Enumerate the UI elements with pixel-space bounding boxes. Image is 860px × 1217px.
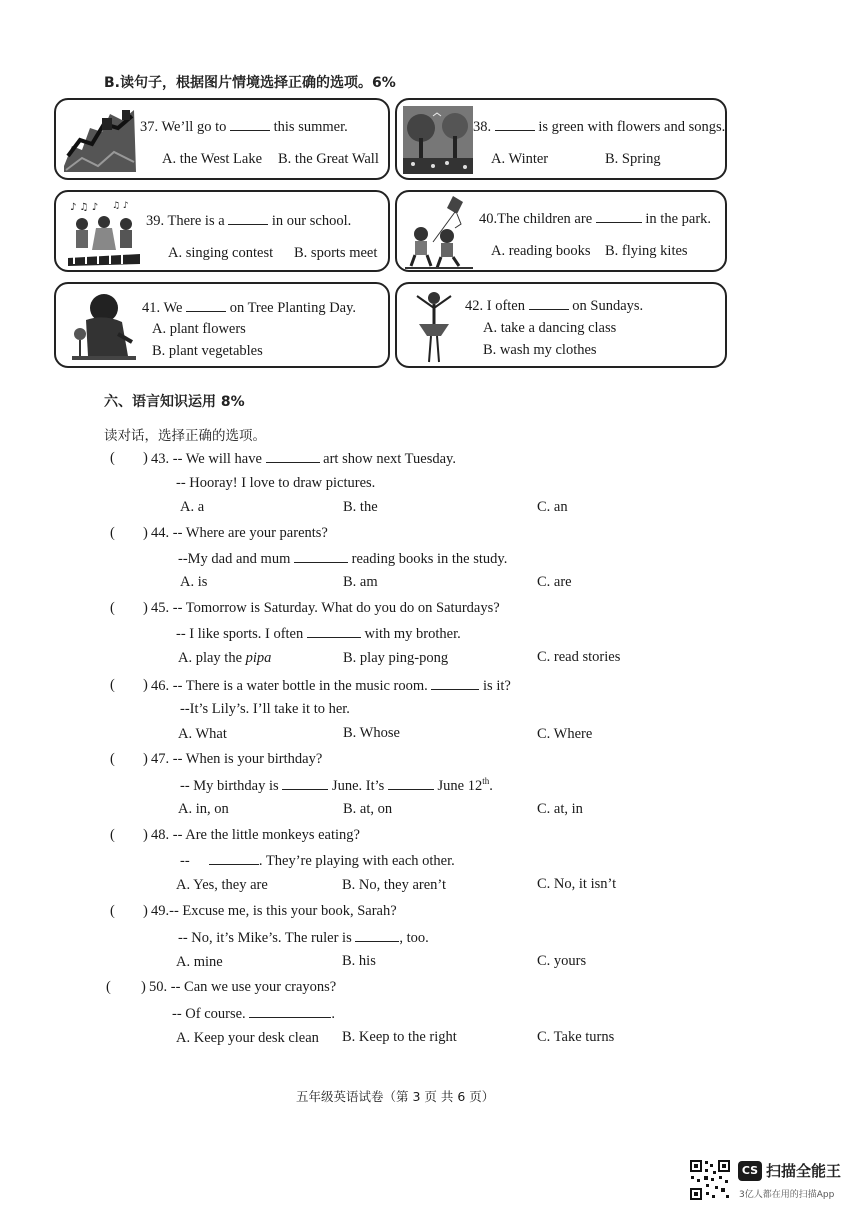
answer-blank bbox=[431, 677, 479, 690]
option-c: C. at, in bbox=[537, 801, 583, 817]
dialogue-line-1: 46. -- There is a water bottle in the music room. is it? bbox=[151, 678, 511, 694]
option-a: A. Keep your desk clean bbox=[176, 1030, 319, 1046]
dialogue-line-2: -- Of course. . bbox=[172, 1006, 335, 1022]
question-text-40: 40.The children are in the park. bbox=[479, 211, 712, 227]
dialogue-line-1: 48. -- Are the little monkeys eating? bbox=[151, 827, 360, 843]
option-c: C. Where bbox=[537, 726, 593, 742]
option-a: A. the West Lake bbox=[162, 151, 263, 167]
qr-code-icon bbox=[689, 1159, 731, 1201]
question-card-37 bbox=[54, 98, 390, 180]
dialogue-line-2: -- My birthday is June. It’s June 12th. bbox=[180, 776, 493, 794]
svg-text:♪ ♫ ♪: ♪ ♫ ♪ bbox=[70, 202, 99, 213]
answer-blank bbox=[228, 212, 268, 225]
dialogue-line-1: 45. -- Tomorrow is Saturday. What do you do on Saturdays? bbox=[151, 600, 500, 616]
answer-blank bbox=[186, 299, 226, 312]
option-c: C. Take turns bbox=[537, 1029, 615, 1045]
section-b-title: B.读句子，根据图片情境选择正确的选项。6% bbox=[104, 75, 396, 91]
option-b: B. wash my clothes bbox=[483, 342, 597, 358]
answer-blank bbox=[294, 550, 348, 563]
watermark-tagline: 3亿人都在用的扫描App bbox=[739, 1190, 835, 1200]
dialogue-line-2: -- No, it’s Mike’s. The ruler is , too. bbox=[178, 930, 429, 946]
question-card-39 bbox=[54, 190, 390, 272]
dialogue-line-1: 47. -- When is your birthday? bbox=[151, 751, 323, 767]
option-a: A. play the pipa bbox=[178, 650, 272, 666]
section-6-title: 六、语言知识运用 8% bbox=[104, 394, 245, 410]
option-c: C. yours bbox=[537, 953, 587, 969]
question-text-39: 39. There is a in our school. bbox=[146, 213, 352, 229]
question-text-42: 42. I often on Sundays. bbox=[465, 298, 644, 314]
option-b: B. at, on bbox=[343, 801, 393, 817]
answer-blank bbox=[355, 929, 399, 942]
svg-text:♫ ♪: ♫ ♪ bbox=[112, 201, 129, 211]
dialogue-line-2: -- Hooray! I love to draw pictures. bbox=[176, 475, 376, 491]
option-b: B. No, they aren’t bbox=[342, 877, 447, 893]
question-card-41 bbox=[54, 282, 390, 368]
great-wall-picture bbox=[62, 106, 138, 174]
section-6-instruction: 读对话，选择正确的选项。 bbox=[104, 428, 266, 444]
question-text-41: 41. We on Tree Planting Day. bbox=[142, 300, 357, 316]
option-b: B. am bbox=[343, 574, 378, 590]
option-a: A. is bbox=[180, 574, 208, 590]
dialogue-line-2: -- I like sports. I often with my brother. bbox=[176, 626, 461, 642]
dialogue-line-2: --My dad and mum reading books in the study. bbox=[178, 551, 508, 567]
option-a: A. Yes, they are bbox=[176, 877, 268, 893]
option-b: B. Spring bbox=[605, 151, 661, 167]
dialogue-line-1: 43. -- We will have art show next Tuesday. bbox=[151, 451, 456, 467]
question-card-42 bbox=[395, 282, 727, 368]
answer-blank bbox=[388, 777, 434, 790]
answer-blank bbox=[282, 777, 328, 790]
option-c: C. read stories bbox=[537, 649, 621, 665]
dialogue-line-1: 44. -- Where are your parents? bbox=[151, 525, 328, 541]
option-b: B. play ping-pong bbox=[343, 650, 449, 666]
answer-blank bbox=[230, 118, 270, 131]
option-a: A. singing contest bbox=[168, 245, 274, 261]
option-c: C. an bbox=[537, 499, 568, 515]
option-b: B. the Great Wall bbox=[278, 151, 379, 167]
option-a: A. a bbox=[180, 499, 205, 515]
question-card-40 bbox=[395, 190, 727, 272]
option-b: B. the bbox=[343, 499, 378, 515]
page-footer: 五年级英语试卷（第 3 页 共 6 页） bbox=[296, 1089, 495, 1104]
option-c: C. are bbox=[537, 574, 572, 590]
option-b: B. Keep to the right bbox=[342, 1029, 457, 1045]
answer-blank bbox=[495, 118, 535, 131]
dialogue-line-2: --It’s Lily’s. I’ll take it to her. bbox=[180, 701, 350, 717]
option-a: A. Winter bbox=[491, 151, 549, 167]
answer-blank bbox=[596, 210, 642, 223]
answer-blank bbox=[209, 852, 259, 865]
option-b: B. flying kites bbox=[605, 243, 688, 259]
option-c: C. No, it isn’t bbox=[537, 876, 617, 892]
option-a: A. mine bbox=[176, 954, 223, 970]
camscanner-logo-icon: CS bbox=[738, 1161, 762, 1181]
answer-blank bbox=[249, 1005, 331, 1018]
option-b: B. his bbox=[342, 953, 376, 969]
dancer-picture bbox=[411, 288, 457, 366]
option-b: B. Whose bbox=[343, 725, 400, 741]
dialogue-line-2: -- . They’re playing with each other. bbox=[180, 853, 455, 869]
option-a: A. in, on bbox=[178, 801, 229, 817]
option-a: A. What bbox=[178, 726, 227, 742]
answer-blank bbox=[307, 625, 361, 638]
option-b: B. plant vegetables bbox=[152, 343, 263, 359]
option-a: A. plant flowers bbox=[152, 321, 246, 337]
answer-blank bbox=[266, 450, 320, 463]
question-text-37: 37. We’ll go to this summer. bbox=[140, 119, 348, 135]
option-a: A. reading books bbox=[491, 243, 591, 259]
question-card-38 bbox=[395, 98, 727, 180]
dialogue-line-1: 50. -- Can we use your crayons? bbox=[149, 979, 337, 995]
option-a: A. take a dancing class bbox=[483, 320, 617, 336]
singing-children-picture bbox=[66, 198, 142, 268]
spring-park-picture bbox=[403, 106, 473, 174]
answer-blank bbox=[529, 297, 569, 310]
dialogue-line-1: 49.-- Excuse me, is this your book, Sarah? bbox=[151, 903, 397, 919]
kite-children-picture bbox=[403, 194, 475, 270]
planting-child-picture bbox=[68, 290, 138, 364]
option-b: B. sports meet bbox=[294, 245, 378, 261]
watermark-app-name: 扫描全能王 bbox=[766, 1162, 842, 1180]
question-text-38: 38. is green with flowers and songs. bbox=[473, 119, 726, 135]
